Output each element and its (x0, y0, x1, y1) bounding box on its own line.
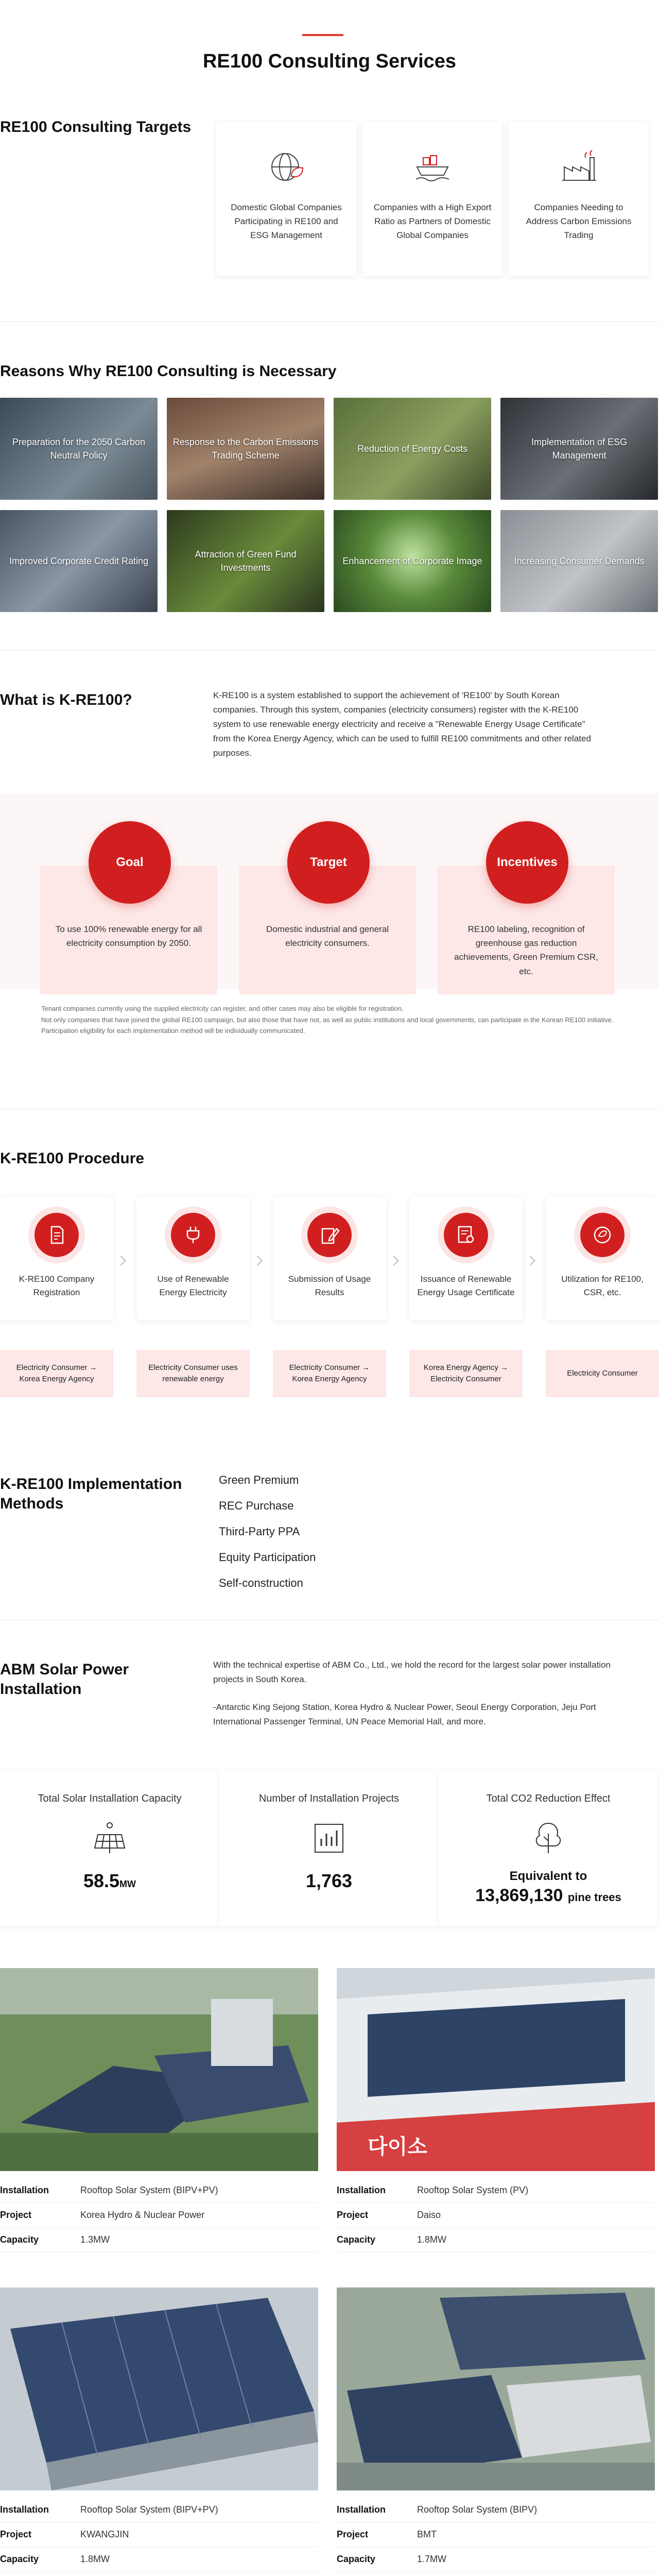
stat-value: 58.5 (83, 1870, 120, 1891)
procedure-step-label: Submission of Usage Results (288, 1274, 371, 1297)
chevron-right-icon (252, 1256, 263, 1266)
procedure-step (136, 1196, 250, 1320)
row-key: Installation (0, 2504, 49, 2515)
tree-icon (530, 1820, 566, 1856)
chevron-right-icon (116, 1256, 126, 1266)
row-key: Installation (337, 2185, 386, 2195)
bar-chart-icon (311, 1820, 347, 1856)
project-row (337, 2498, 655, 2522)
project-row (337, 2547, 655, 2572)
chevron-right-icon (389, 1256, 399, 1266)
re100-icon (592, 1225, 613, 1245)
method-item: Equity Participation (219, 1551, 316, 1564)
row-value: BMT (417, 2529, 437, 2539)
document-icon (46, 1225, 67, 1245)
reason-card (500, 398, 658, 500)
reasons-title: Reasons Why RE100 Consulting is Necessary (0, 363, 337, 380)
row-value: Korea Hydro & Nuclear Power (80, 2210, 205, 2220)
stat-equivalent: Equivalent to (509, 1869, 587, 1883)
reason-card (334, 398, 491, 500)
section-divider (0, 321, 659, 322)
reason-card (500, 510, 658, 612)
target-circle: Target (287, 821, 370, 904)
row-key: Installation (0, 2185, 49, 2195)
project-row (0, 2547, 318, 2572)
stat-projects (219, 1771, 439, 1926)
project-photo (0, 2287, 318, 2490)
row-value: Daiso (417, 2210, 441, 2220)
stat-unit: MW (119, 1879, 136, 1889)
row-key: Capacity (0, 2234, 39, 2245)
abm-title: ABM Solar Power Installation (0, 1661, 129, 1698)
project-row (337, 2203, 655, 2228)
row-key: Capacity (337, 2554, 376, 2564)
ship-icon (412, 146, 453, 188)
title-accent-bar (302, 34, 343, 36)
factory-icon (558, 146, 599, 188)
target-text: Companies with a High Export Ratio as Partners of Domestic Global Companies (373, 202, 492, 241)
row-key: Capacity (0, 2554, 39, 2564)
solar-panel-icon (92, 1820, 128, 1856)
row-value: 1.8MW (80, 2554, 110, 2564)
project-row (0, 2498, 318, 2522)
stat-capacity (0, 1771, 219, 1926)
procedure-step-label: Use of Renewable Energy Electricity (157, 1274, 229, 1297)
target-info-text: Domestic industrial and general electricity consumers. (266, 924, 389, 948)
procedure-tag: Electricity Consumer (546, 1350, 659, 1397)
project-row (337, 2228, 655, 2252)
reason-label: Implementation of ESG Management (531, 436, 628, 461)
project-sign: 다이소 (368, 2136, 427, 2158)
reason-label: Enhancement of Corporate Image (342, 555, 482, 566)
reason-label: Attraction of Green Fund Investments (195, 549, 297, 573)
reason-label: Reduction of Energy Costs (357, 443, 468, 454)
method-item: Third-Party PPA (219, 1525, 300, 1538)
reason-label: Increasing Consumer Demands (514, 555, 645, 566)
target-text: Companies Needing to Address Carbon Emissions Trading (526, 202, 632, 241)
stat-title: Total Solar Installation Capacity (38, 1793, 182, 1804)
goal-text: To use 100% renewable energy for all electricity consumption by 2050. (55, 924, 202, 948)
edit-icon (319, 1225, 340, 1245)
procedure-title: K-RE100 Procedure (0, 1150, 145, 1167)
goal-circle: Goal (89, 821, 171, 904)
section-divider (0, 650, 659, 651)
row-key: Project (0, 2210, 32, 2220)
plug-icon (183, 1225, 203, 1245)
target-card (509, 122, 649, 276)
footnote: Not only companies that have joined the global RE100 campaign, but also those that have not, as well as public institutions and local governments, can participate in the Korean RE100 initiative. Participation eligibility for each implementation method will be individually communicated. (41, 1016, 614, 1035)
procedure-tag: Korea Energy Agency → Electricity Consumer (409, 1350, 523, 1397)
targets-title: RE100 Consulting Targets (0, 118, 192, 135)
procedure-step (273, 1196, 386, 1320)
project-row (0, 2522, 318, 2547)
stat-value: 13,869,130 (475, 1886, 563, 1905)
procedure-tag: Electricity Consumer → Korea Energy Agency (273, 1350, 386, 1397)
page-title: RE100 Consulting Services (202, 50, 457, 72)
reason-label: Response to the Carbon Emissions Trading Scheme (172, 436, 319, 461)
methods-title: K-RE100 Implementation Methods (0, 1476, 182, 1512)
what-title: What is K-RE100? (0, 691, 132, 708)
stat-title: Number of Installation Projects (258, 1793, 400, 1804)
procedure-tag: Electricity Consumer → Korea Energy Agency (0, 1350, 113, 1397)
row-value: Rooftop Solar System (BIPV+PV) (80, 2504, 218, 2515)
project-photo (337, 2287, 655, 2490)
reason-card (0, 398, 158, 500)
certificate-icon (456, 1225, 476, 1245)
row-value: 1.3MW (80, 2234, 110, 2245)
row-key: Capacity (337, 2234, 376, 2245)
row-key: Project (337, 2529, 369, 2539)
procedure-step (546, 1196, 659, 1320)
what-description: K-RE100 is a system established to support the achievement of 'RE100' by South Korean companies. Through this system, companies (electricity consumers) register with the K-RE100 system to use renewable energy electricity and receive a "Renewable Energy Usage Certificate" from the Korea Energy Agency, which can be used to fulfill RE100 commitments and other related purposes. (213, 690, 591, 758)
procedure-tag: Electricity Consumer uses renewable energy (136, 1350, 250, 1397)
project-row (0, 2203, 318, 2228)
row-value: Rooftop Solar System (BIPV) (417, 2504, 537, 2515)
stat-title: Total CO2 Reduction Effect (486, 1793, 611, 1804)
row-value: 1.8MW (417, 2234, 447, 2245)
incentives-text: RE100 labeling, recognition of greenhouse gas reduction achievements, Green Premium CSR, etc. (454, 924, 598, 976)
abm-references: -Antarctic King Sejong Station, Korea Hydro & Nuclear Power, Seoul Energy Corporation, Jeju Port International Passenger Terminal, UN Peace Memorial Hall, and more. (213, 1702, 596, 1727)
project-row (0, 2228, 318, 2252)
reason-label: Improved Corporate Credit Rating (9, 555, 149, 566)
stat-unit: pine trees (567, 1891, 621, 1904)
procedure-step-label: K-RE100 Company Registration (19, 1274, 95, 1297)
procedure-step (0, 1196, 113, 1320)
globe-leaf-icon (266, 146, 307, 188)
procedure-step (409, 1196, 523, 1320)
stat-co2 (439, 1771, 658, 1926)
chevron-right-icon (525, 1256, 535, 1266)
abm-description: With the technical expertise of ABM Co., Ltd., we hold the record for the largest solar power installation projects in South Korea. (213, 1660, 611, 1685)
procedure-step-label: Utilization for RE100, CSR, etc. (561, 1274, 644, 1297)
footnote: Tenant companies currently using the supplied electricity can register, and other cases may also be eligible for registration. (41, 1005, 404, 1012)
project-row (0, 2178, 318, 2203)
incentives-circle: Incentives (486, 821, 568, 904)
row-value: Rooftop Solar System (BIPV+PV) (80, 2185, 218, 2195)
reason-label: Preparation for the 2050 Carbon Neutral Policy (12, 436, 146, 461)
method-item: REC Purchase (219, 1499, 294, 1512)
method-item: Green Premium (219, 1473, 299, 1486)
project-photo (0, 1968, 318, 2171)
reason-card (167, 510, 324, 612)
project-row (337, 2522, 655, 2547)
row-value: KWANGJIN (80, 2529, 129, 2539)
row-key: Project (337, 2210, 369, 2220)
row-key: Installation (337, 2504, 386, 2515)
row-value: Rooftop Solar System (PV) (417, 2185, 529, 2195)
project-row (337, 2178, 655, 2203)
procedure-step-label: Issuance of Renewable Energy Usage Certificate (417, 1274, 515, 1297)
method-item: Self-construction (219, 1577, 303, 1589)
row-key: Project (0, 2529, 32, 2539)
reason-card (0, 510, 158, 612)
reason-card (334, 510, 491, 612)
stat-value: 1,763 (305, 1870, 353, 1891)
target-card (362, 122, 502, 276)
row-value: 1.7MW (417, 2554, 447, 2564)
reason-card (167, 398, 324, 500)
target-card (216, 122, 356, 276)
project-photo (337, 1968, 655, 2171)
target-text: Domestic Global Companies Participating in RE100 and ESG Management (231, 202, 342, 241)
